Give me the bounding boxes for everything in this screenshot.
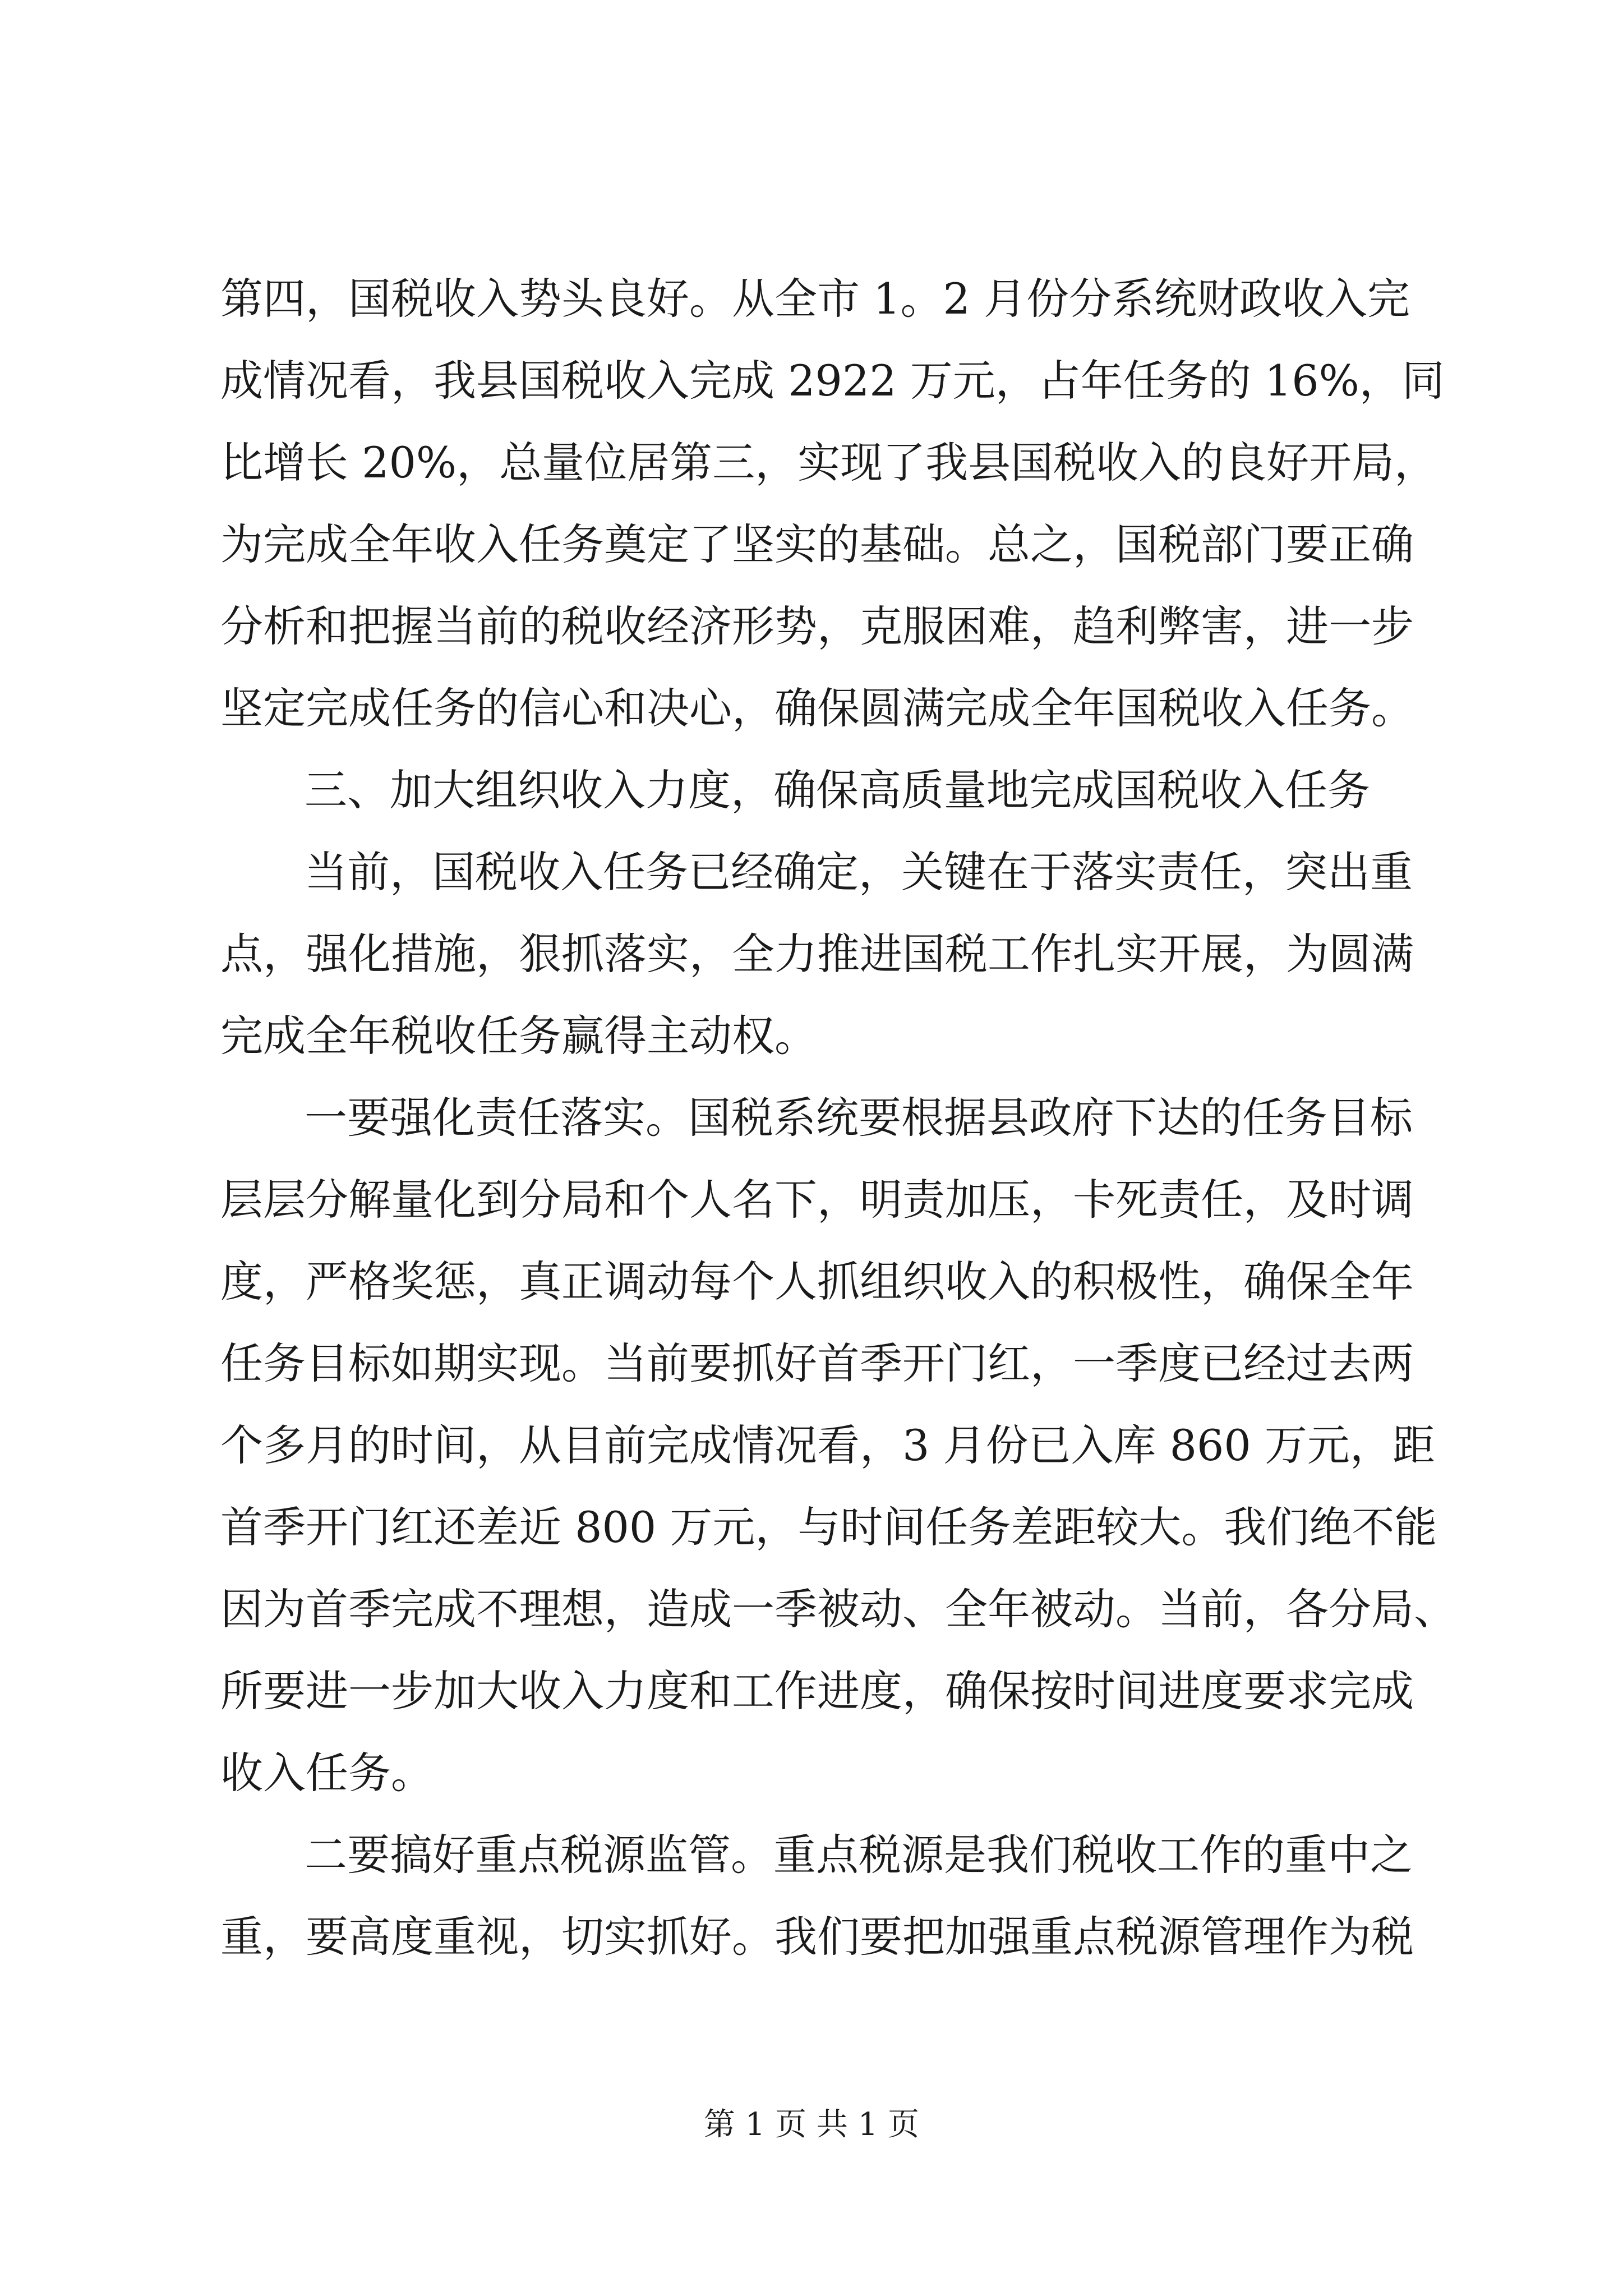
text-line: 比增长 20%，总量位居第三，实现了我县国税收入的良好开局， — [220, 438, 1437, 487]
text-line: 一要强化责任落实。国税系统要根据县政府下达的任务目标 — [305, 1093, 1413, 1143]
text-line: 层层分解量化到分局和个人名下，明责加压，卡死责任，及时调 — [220, 1175, 1414, 1225]
text-line: 首季开门红还差近 800 万元，与时间任务差距较大。我们绝不能 — [220, 1502, 1437, 1552]
text-line: 任务目标如期实现。当前要抓好首季开门红，一季度已经过去两 — [220, 1338, 1414, 1388]
text-line: 为完成全年收入任务奠定了坚实的基础。总之，国税部门要正确 — [220, 519, 1414, 569]
text-line: 坚定完成任务的信心和决心，确保圆满完成全年国税收入任务。 — [220, 683, 1414, 733]
document-body — [220, 258, 1456, 1978]
text-line: 当前，国税收入任务已经确定，关键在于落实责任，突出重 — [305, 847, 1413, 897]
text-line: 度，严格奖惩，真正调动每个人抓组织收入的积极性，确保全年 — [220, 1257, 1414, 1306]
text-line: 完成全年税收任务赢得主动权。 — [220, 1011, 817, 1061]
text-line: 成情况看，我县国税收入完成 2922 万元，占年任务的 16%，同 — [220, 356, 1445, 406]
text-line: 个多月的时间，从目前完成情况看，3 月份已入库 860 万元，距 — [220, 1420, 1435, 1470]
text-line: 点，强化措施，狠抓落实，全力推进国税工作扎实开展，为圆满 — [220, 929, 1414, 979]
page-number-footer: 第 1 页 共 1 页 — [703, 2106, 920, 2143]
text-line: 所要进一步加大收入力度和工作进度，确保按时间进度要求完成 — [220, 1666, 1414, 1716]
text-line: 收入任务。 — [220, 1748, 434, 1798]
text-line: 二要搞好重点税源监管。重点税源是我们税收工作的重中之 — [305, 1830, 1413, 1880]
text-line: 因为首季完成不理想，造成一季被动、全年被动。当前，各分局、 — [220, 1584, 1456, 1634]
text-line: 重，要高度重视，切实抓好。我们要把加强重点税源管理作为税 — [220, 1912, 1414, 1962]
section-heading: 三、加大组织收入力度，确保高质量地完成国税收入任务 — [305, 765, 1370, 815]
text-line: 分析和把握当前的税收经济形势，克服困难，趋利弊害，进一步 — [220, 601, 1414, 651]
text-line: 第四，国税收入势头良好。从全市 1。2 月份分系统财政收入完 — [220, 274, 1410, 324]
